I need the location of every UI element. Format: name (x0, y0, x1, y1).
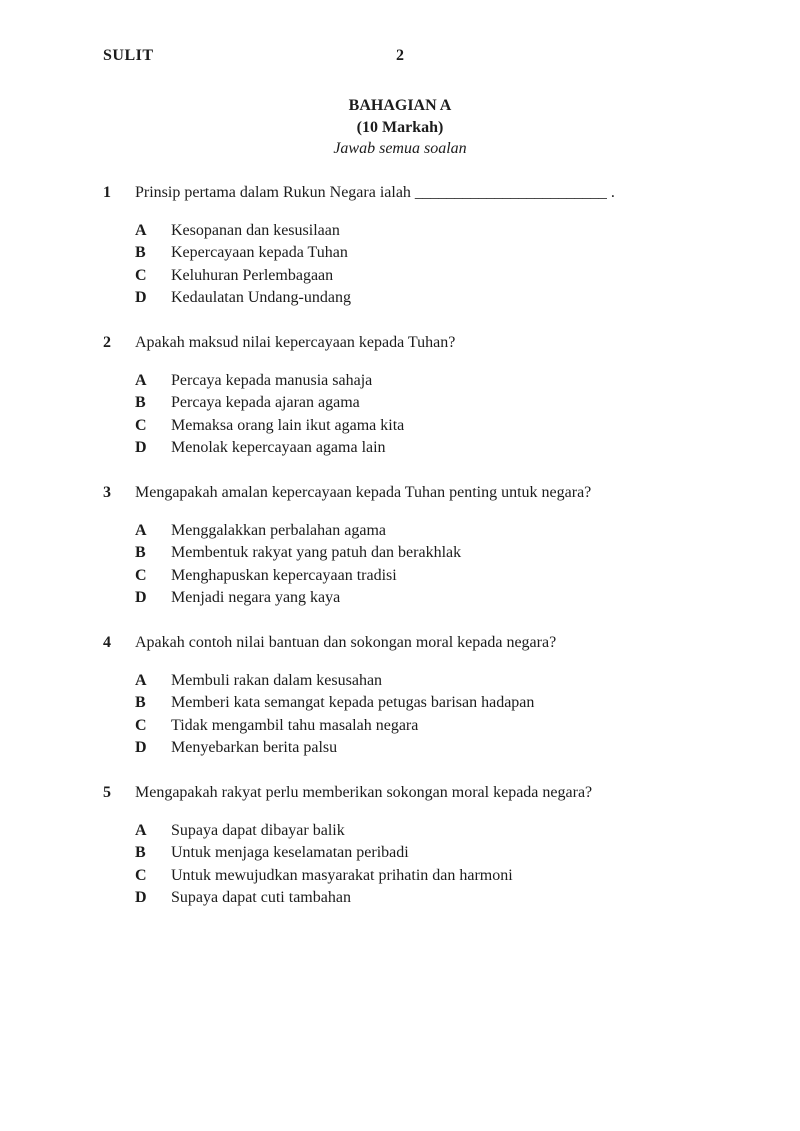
question-block (103, 484, 697, 610)
option-letter: B (135, 694, 146, 711)
option-letter: B (135, 394, 146, 411)
option-text: Menolak kepercayaan agama lain (171, 439, 386, 456)
option-letter: C (135, 716, 147, 734)
option-row (135, 220, 697, 243)
classification-label: SULIT (103, 47, 154, 64)
option-text: Kedaulatan Undang-undang (171, 289, 351, 306)
option-letter: D (135, 889, 147, 906)
option-text: Percaya kepada manusia sahaja (171, 371, 373, 389)
option-row (135, 565, 697, 588)
option-row (135, 587, 697, 610)
option-text: Untuk menjaga keselamatan peribadi (171, 844, 409, 861)
question-number: 5 (103, 783, 111, 801)
option-text: Menyebarkan berita palsu (171, 739, 338, 756)
option-letter: D (135, 439, 147, 456)
question-text: Mengapakah rakyat perlu memberikan sokongan moral kepada negara? (135, 783, 593, 801)
option-text: Membentuk rakyat yang patuh dan berakhlak (171, 544, 462, 561)
section-instruction: Jawab semua soalan (333, 140, 467, 157)
option-letter: B (135, 844, 146, 861)
option-letter: D (135, 589, 147, 606)
question-number: 1 (103, 183, 111, 201)
option-text: Keluhuran Perlembagaan (171, 266, 334, 284)
option-text: Menghapuskan kepercayaan tradisi (171, 566, 397, 584)
option-row (135, 437, 697, 460)
option-row (135, 715, 697, 738)
option-text: Memberi kata semangat kepada petugas barisan hadapan (171, 694, 535, 711)
option-letter: B (135, 544, 146, 561)
option-row (135, 242, 697, 265)
question-block (103, 334, 697, 460)
question-text: Apakah contoh nilai bantuan dan sokongan moral kepada negara? (135, 633, 557, 651)
option-text: Memaksa orang lain ikut agama kita (171, 416, 405, 434)
option-row (135, 542, 697, 565)
question-block (103, 184, 697, 310)
option-letter: C (135, 566, 147, 584)
option-text: Tidak mengambil tahu masalah negara (171, 716, 419, 734)
questions-list (103, 184, 697, 910)
option-letter: A (135, 821, 147, 839)
option-letter: A (135, 671, 147, 689)
section-marks: (10 Markah) (356, 118, 444, 136)
option-text: Supaya dapat dibayar balik (171, 821, 345, 839)
option-row (135, 265, 697, 288)
section-title: BAHAGIAN A (348, 97, 452, 114)
options-list (135, 820, 697, 910)
option-text: Untuk mewujudkan masyarakat prihatin dan harmoni (171, 866, 513, 884)
option-row (135, 842, 697, 865)
option-row (135, 737, 697, 760)
option-row (135, 692, 697, 715)
question-row (103, 334, 697, 352)
option-text: Percaya kepada ajaran agama (171, 394, 360, 411)
page-number: 2 (396, 47, 404, 64)
option-row (135, 392, 697, 415)
option-text: Supaya dapat cuti tambahan (171, 889, 351, 906)
option-letter: D (135, 739, 147, 756)
option-row (135, 865, 697, 888)
option-letter: A (135, 521, 147, 539)
page-header (103, 47, 697, 65)
question-row (103, 184, 697, 202)
option-letter: D (135, 289, 147, 306)
question-block (103, 634, 697, 760)
question-block (103, 784, 697, 910)
option-row (135, 820, 697, 843)
option-letter: C (135, 266, 147, 284)
question-number: 2 (103, 333, 111, 351)
options-list (135, 520, 697, 610)
section-header (103, 95, 697, 160)
option-letter: C (135, 866, 147, 884)
question-row (103, 784, 697, 802)
question-row (103, 634, 697, 652)
question-text: Apakah maksud nilai kepercayaan kepada Tuhan? (135, 333, 456, 351)
option-letter: A (135, 371, 147, 389)
option-letter: C (135, 416, 147, 434)
option-text: Membuli rakan dalam kesusahan (171, 671, 383, 689)
option-row (135, 520, 697, 543)
question-row (103, 484, 697, 502)
option-text: Menggalakkan perbalahan agama (171, 521, 387, 539)
option-row (135, 670, 697, 693)
option-text: Menjadi negara yang kaya (171, 589, 341, 606)
question-text: Prinsip pertama dalam Rukun Negara ialah ________________________ . (135, 183, 615, 201)
option-text: Kesopanan dan kesusilaan (171, 221, 340, 239)
option-row (135, 415, 697, 438)
options-list (135, 220, 697, 310)
option-text: Kepercayaan kepada Tuhan (171, 244, 348, 261)
option-letter: A (135, 221, 147, 239)
option-row (135, 370, 697, 393)
question-text: Mengapakah amalan kepercayaan kepada Tuhan penting untuk negara? (135, 483, 592, 501)
question-number: 4 (103, 633, 111, 651)
options-list (135, 670, 697, 760)
option-row (135, 287, 697, 310)
option-letter: B (135, 244, 146, 261)
options-list (135, 370, 697, 460)
question-number: 3 (103, 483, 111, 501)
option-row (135, 887, 697, 910)
